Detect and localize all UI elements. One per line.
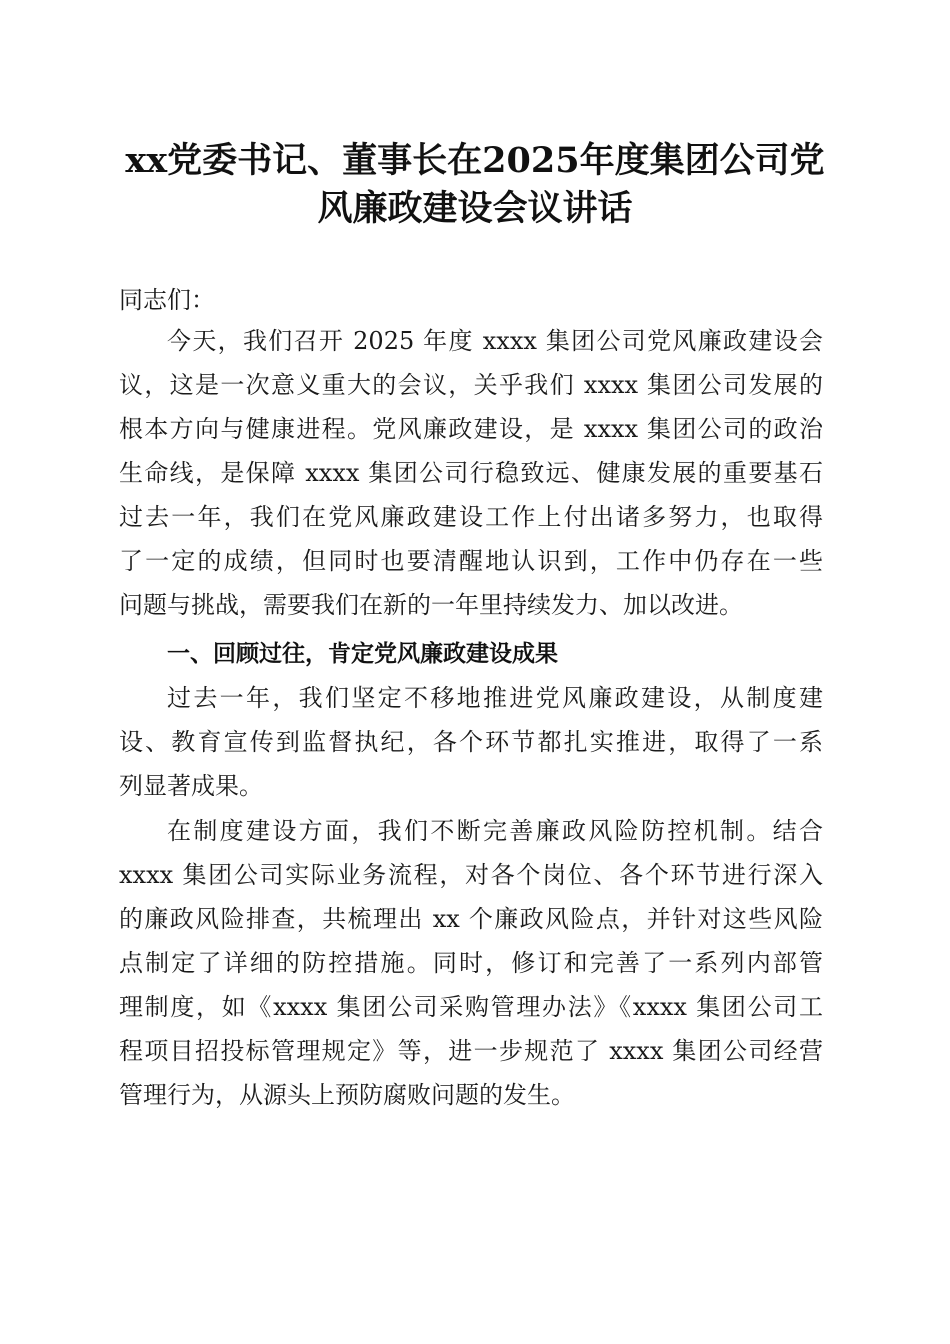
document-title-line2: 风廉政建设会议讲话 [317,188,633,229]
paragraph3-line: 理制度，如《xxxx 集团公司采购管理办法》《xxxx 集团公司工 [119,993,823,1021]
paragraph2-line: 列显著成果。 [119,772,263,800]
paragraph3-line: 的廉政风险排查，共梳理出 xx 个廉政风险点，并针对这些风险 [119,905,823,933]
paragraph2-line: 过去一年，我们坚定不移地推进党风廉政建设，从制度建 [167,684,823,712]
paragraph1-line: 问题与挑战，需要我们在新的一年里持续发力、加以改进。 [119,591,743,619]
paragraph3-line: xxxx 集团公司实际业务流程，对各个岗位、各个环节进行深入 [119,861,823,889]
paragraph1-line: 根本方向与健康进程。党风廉政建设，是 xxxx 集团公司的政治 [119,415,823,443]
section1-heading: 一、回顾过往，肯定党风廉政建设成果 [167,641,558,667]
paragraph1-line: 生命线，是保障 xxxx 集团公司行稳致远、健康发展的重要基石 [119,459,823,487]
paragraph1-line: 过去一年，我们在党风廉政建设工作上付出诸多努力，也取得 [119,503,823,531]
paragraph3-line: 程项目招投标管理规定》等，进一步规范了 xxxx 集团公司经营 [119,1037,823,1065]
paragraph3-line: 在制度建设方面，我们不断完善廉政风险防控机制。结合 [167,817,823,845]
document-title-line1: xx党委书记、董事长在2025年度集团公司党 [125,140,825,181]
paragraph2-line: 设、教育宣传到监督执纪，各个环节都扎实推进，取得了一系 [119,728,823,756]
paragraph3-line: 点制定了详细的防控措施。同时，修订和完善了一系列内部管 [119,949,823,977]
paragraph1-line: 了一定的成绩，但同时也要清醒地认识到，工作中仍存在一些 [119,547,823,575]
paragraph1-line: 议，这是一次意义重大的会议，关乎我们 xxxx 集团公司发展的 [119,371,823,399]
paragraph1-line: 今天，我们召开 2025 年度 xxxx 集团公司党风廉政建设会 [167,327,823,355]
salutation: 同志们： [119,286,215,314]
paragraph3-line: 管理行为，从源头上预防腐败问题的发生。 [119,1081,575,1109]
